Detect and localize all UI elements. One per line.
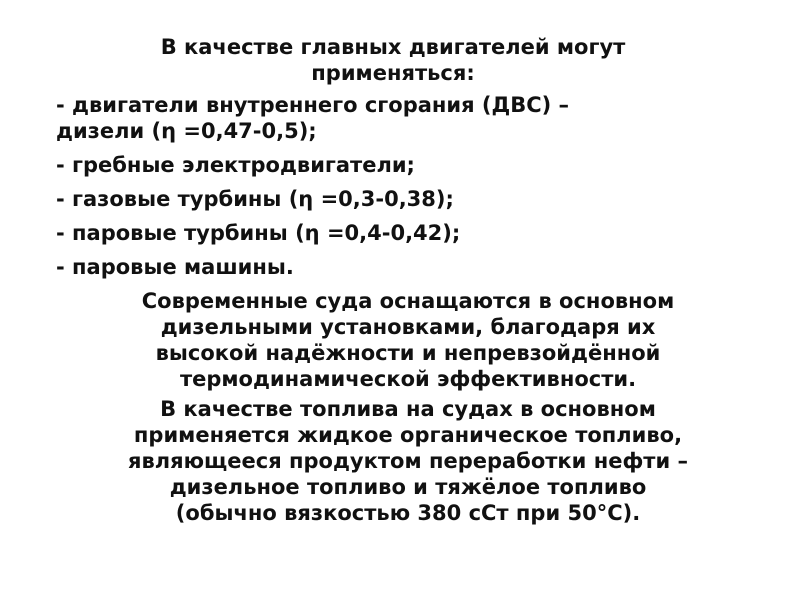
paragraph-line: В качестве топлива на судах в основном	[160, 397, 656, 421]
list-item-text: - паровые машины.	[56, 255, 294, 279]
engine-types-list	[56, 92, 760, 280]
paragraph-line: высокой надёжности и непревзойдённой	[155, 341, 661, 365]
paragraph-line: применяется жидкое органическое топливо,	[133, 423, 683, 447]
paragraph-line: термодинамической эффективности.	[179, 367, 637, 391]
list-item-text: - газовые турбины (η =0,3-0,38);	[56, 187, 454, 211]
list-item-steam-engines	[56, 254, 760, 280]
paragraph-line: (обычно вязкостью 380 сСт при 50°С).	[175, 501, 641, 525]
paragraph-line: являющееся продуктом переработки нефти –	[128, 449, 688, 473]
list-item-text: - гребные электродвигатели;	[56, 153, 415, 177]
list-item-text: - паровые турбины (η =0,4-0,42);	[56, 221, 461, 245]
paragraph-line: дизельное топливо и тяжёлое топливо	[169, 475, 647, 499]
list-item-gas-turbines	[56, 186, 760, 212]
paragraph-fuel	[56, 396, 760, 526]
heading-line: применяться:	[311, 61, 475, 85]
heading-line: В качестве главных двигателей могут	[160, 35, 626, 59]
list-item-ice	[56, 92, 760, 144]
list-item-electric-motors	[56, 152, 760, 178]
list-item-text: - двигатели внутреннего сгорания (ДВС) –	[56, 93, 570, 117]
paragraph-line: дизельными установками, благодаря их	[160, 315, 656, 339]
paragraph-modern-ships	[56, 288, 760, 392]
list-item-text: дизели (η =0,47-0,5);	[56, 119, 317, 143]
paragraph-line: Современные суда оснащаются в основном	[141, 289, 675, 313]
slide-heading	[56, 34, 760, 86]
list-item-steam-turbines	[56, 220, 760, 246]
